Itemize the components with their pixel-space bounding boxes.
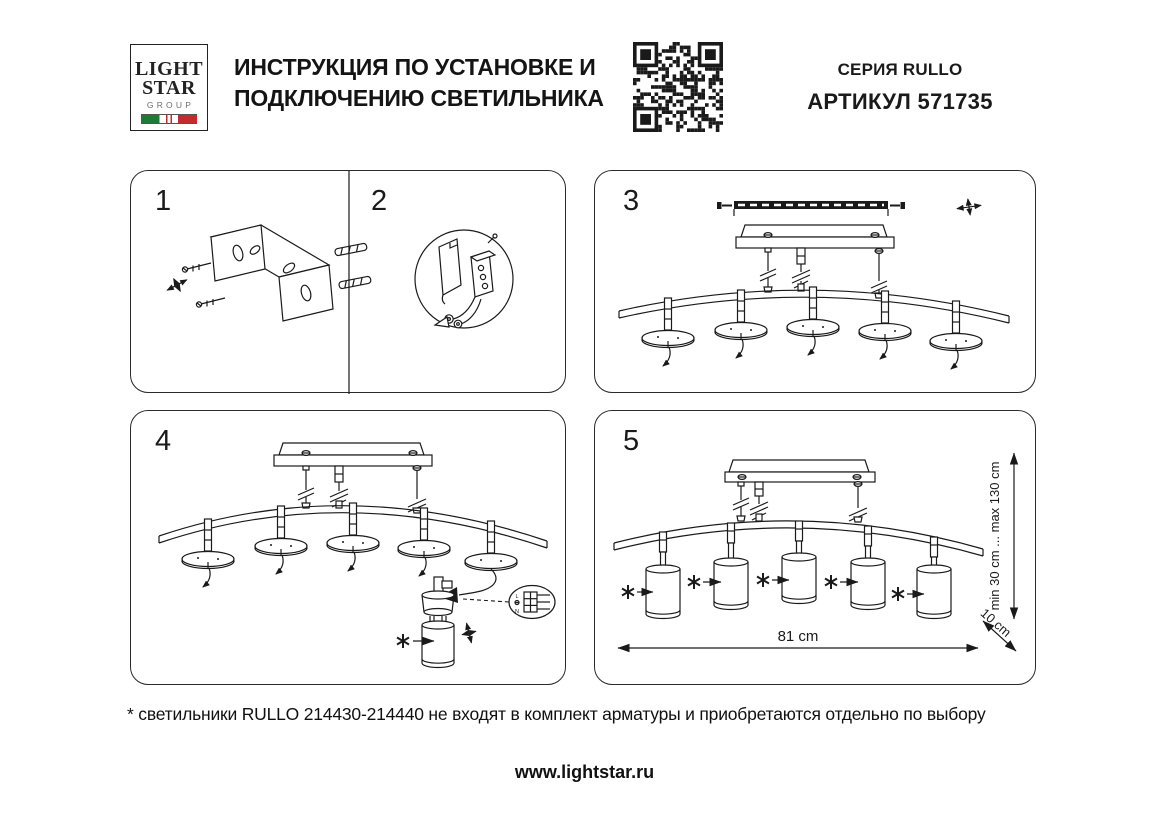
article-label: АРТИКУЛ 571735 — [807, 89, 993, 114]
ceiling-canopy-drawing — [725, 460, 875, 482]
mounting-strip-drawing — [717, 201, 905, 216]
lamp-holders-drawing — [642, 287, 982, 369]
ceiling-canopy-drawing — [736, 225, 894, 248]
title-line-2: ПОДКЛЮЧЕНИЮ СВЕТИЛЬНИКА — [234, 85, 604, 111]
step-5-illustration — [595, 411, 1037, 686]
logo-word-light: LIGHT — [134, 58, 204, 80]
step-3-number: 3 — [623, 185, 640, 217]
step-4-number: 4 — [155, 425, 172, 457]
asterisk-icon — [397, 634, 409, 648]
website-url: www.lightstar.ru — [514, 762, 655, 782]
move-icon — [460, 622, 478, 645]
footnote: * светильники RULLO 214430-214440 не входят в комплект арматуры и приобретаются отдельно по выбору — [127, 704, 986, 724]
step-1-2-panel — [130, 170, 566, 393]
asterisk-icon — [892, 587, 904, 601]
qr-code — [633, 42, 723, 132]
italian-flag-icon — [141, 114, 197, 124]
step-2-number: 2 — [371, 185, 388, 217]
screw-icon — [182, 263, 211, 272]
dowel-icon — [335, 243, 368, 256]
step-4-panel — [130, 410, 566, 685]
step-5-panel — [594, 410, 1036, 685]
step-3-panel — [594, 170, 1036, 393]
product-info — [775, 60, 1025, 115]
mounting-bracket-drawing — [164, 225, 371, 321]
depth-dimension — [978, 605, 1016, 651]
screw-adjust-icon — [956, 197, 982, 216]
ceiling-canopy-drawing — [274, 443, 432, 466]
height-dimension-label: min 30 cm ... max 130 cm — [987, 461, 1002, 611]
suspension-rods-drawing — [733, 482, 867, 522]
terminal-line-label: L — [515, 594, 519, 600]
height-dimension — [987, 453, 1014, 619]
step-1-2-illustration — [131, 171, 567, 394]
lightstar-logo — [130, 44, 208, 131]
asterisk-icon — [825, 575, 837, 589]
screw-adjust-icon — [164, 274, 190, 297]
step-3-illustration — [595, 171, 1037, 394]
logo-word-star: STAR — [142, 77, 196, 99]
logo-word-group: GROUP — [146, 100, 195, 110]
lamp-shades-drawing — [646, 521, 951, 619]
asterisk-icon — [622, 585, 634, 599]
title-line-1: ИНСТРУКЦИЯ ПО УСТАНОВКЕ И — [234, 54, 596, 80]
width-dimension — [618, 628, 978, 648]
screw-icon — [196, 298, 225, 307]
asterisk-arrows — [622, 573, 924, 601]
wiring-detail-drawing — [415, 230, 513, 328]
step-1-number: 1 — [155, 185, 172, 217]
lamp-holders-drawing — [182, 503, 517, 587]
terminal-neutral-label: N — [515, 609, 519, 615]
step-4-illustration — [131, 411, 567, 686]
asterisk-icon — [688, 575, 700, 589]
lamp-connection-drawing — [422, 569, 509, 668]
series-label: СЕРИЯ RULLO — [837, 60, 963, 79]
page-title — [234, 52, 604, 114]
depth-dimension-label: 10 cm — [977, 605, 1015, 640]
dowel-icon — [339, 276, 372, 289]
terminal-detail — [509, 586, 555, 619]
width-dimension-label: 81 cm — [777, 628, 819, 645]
step-5-number: 5 — [623, 425, 640, 457]
asterisk-icon — [757, 573, 769, 587]
